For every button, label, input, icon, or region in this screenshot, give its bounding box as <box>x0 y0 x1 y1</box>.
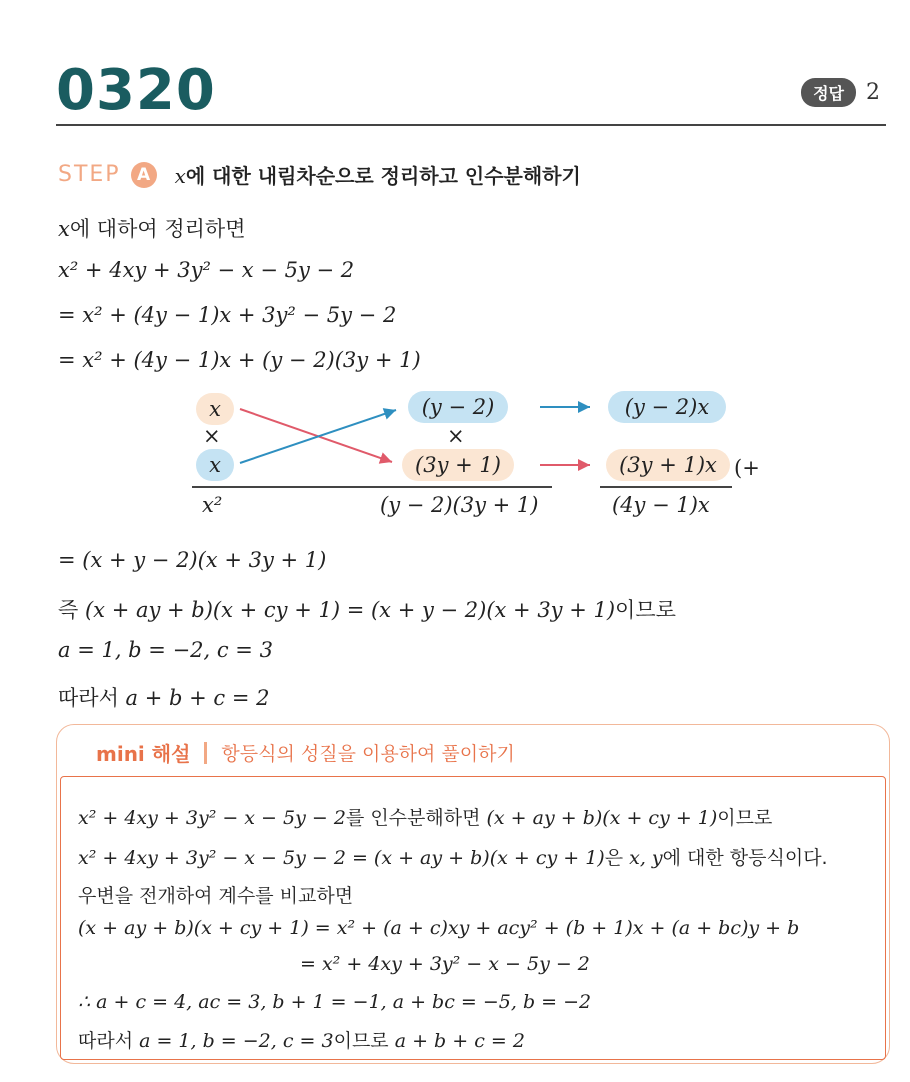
step-title-var: x <box>174 164 186 188</box>
diagram-mid-total: (y − 2)(3y + 1) <box>380 493 539 517</box>
mini-line-1 <box>78 803 772 830</box>
step-label: STEP <box>58 162 121 187</box>
mini-header <box>96 738 515 767</box>
mini-line-1-text2: 이므로 <box>717 807 773 829</box>
diagram-left-top: x <box>196 393 234 425</box>
mini-line-1-math: x² + 4xy + 3y² − x − 5y − 2 <box>78 807 346 829</box>
eq7-prefix: 따라서 <box>58 686 119 710</box>
diagram-right-total: (4y − 1)x <box>612 493 710 517</box>
equation-5 <box>58 594 676 624</box>
diagram-left-rule <box>192 486 552 488</box>
mini-line-2-text2: 에 대한 항등식이다. <box>662 847 828 869</box>
eq5-suffix: 이므로 <box>615 598 676 622</box>
mini-line-4: (x + ay + b)(x + cy + 1) = x² + (a + c)xy + acy² + (b + 1)x + (a + bc)y + b <box>78 917 800 939</box>
diagram-left-times-icon: × <box>203 424 221 448</box>
mini-line-1-text: 를 인수분해하면 <box>345 807 481 829</box>
diagram-right-rule <box>600 486 732 488</box>
cross-arrow-red <box>240 409 392 462</box>
mini-line-7-math: a = 1, b = −2, c = 3 <box>139 1030 334 1052</box>
equation-7 <box>58 682 269 712</box>
step-letter-badge: A <box>131 162 157 188</box>
diagram-arrows <box>0 0 910 540</box>
equation-6: a = 1, b = −2, c = 3 <box>58 638 273 662</box>
problem-number: 0320 <box>56 58 216 123</box>
mini-line-2-text: 은 <box>604 847 624 869</box>
mini-title: 항등식의 성질을 이용하여 풀이하기 <box>221 743 515 765</box>
mini-line-3: 우변을 전개하여 계수를 비교하면 <box>78 885 354 907</box>
mini-line-5: = x² + 4xy + 3y² − x − 5y − 2 <box>300 953 590 975</box>
mini-divider <box>204 742 207 764</box>
diagram-right-plus: (+ <box>734 456 760 480</box>
mini-label: mini 해설 <box>96 742 191 766</box>
diagram-right-bottom: (3y + 1)x <box>606 449 730 481</box>
eq7-math: a + b + c = 2 <box>125 686 270 710</box>
mini-line-7-mid: 이므로 <box>333 1030 389 1052</box>
mini-line-7-prefix: 따라서 <box>78 1030 134 1052</box>
mini-line-1-math2: (x + ay + b)(x + cy + 1) <box>486 807 718 829</box>
intro-text: 에 대하여 정리하면 <box>69 217 246 241</box>
diagram-left-bottom: x <box>196 449 234 481</box>
diagram-mid-times-icon: × <box>447 424 465 448</box>
mini-line-2-math2: x, y <box>629 847 663 869</box>
diagram-right-top: (y − 2)x <box>608 391 726 423</box>
diagram-mid-top: (y − 2) <box>408 391 508 423</box>
diagram-mid-bottom: (3y + 1) <box>402 449 514 481</box>
mini-line-2 <box>78 843 828 870</box>
mini-line-2-math: x² + 4xy + 3y² − x − 5y − 2 = (x + ay + b)(x + cy + 1) <box>78 847 605 869</box>
equation-4: = (x + y − 2)(x + 3y + 1) <box>58 548 327 572</box>
equation-2: = x² + (4y − 1)x + 3y² − 5y − 2 <box>58 303 397 327</box>
mini-line-7 <box>78 1026 525 1053</box>
equation-1: x² + 4xy + 3y² − x − 5y − 2 <box>58 258 355 282</box>
diagram-left-total: x² <box>202 493 223 517</box>
answer-value: 2 <box>866 80 880 105</box>
equation-3: = x² + (4y − 1)x + (y − 2)(3y + 1) <box>58 348 421 372</box>
intro-var: x <box>58 217 70 241</box>
eq5-math: (x + ay + b)(x + cy + 1) = (x + y − 2)(x + 3y + 1) <box>84 598 616 622</box>
mini-line-6: ∴ a + c = 4, ac = 3, b + 1 = −1, a + bc = −5, b = −2 <box>78 991 592 1013</box>
step-title-text: 에 대한 내림차순으로 정리하고 인수분해하기 <box>185 164 581 188</box>
eq5-prefix: 즉 <box>58 598 79 622</box>
mini-line-7-math2: a + b + c = 2 <box>394 1030 525 1052</box>
answer-badge: 정답 <box>801 78 856 107</box>
